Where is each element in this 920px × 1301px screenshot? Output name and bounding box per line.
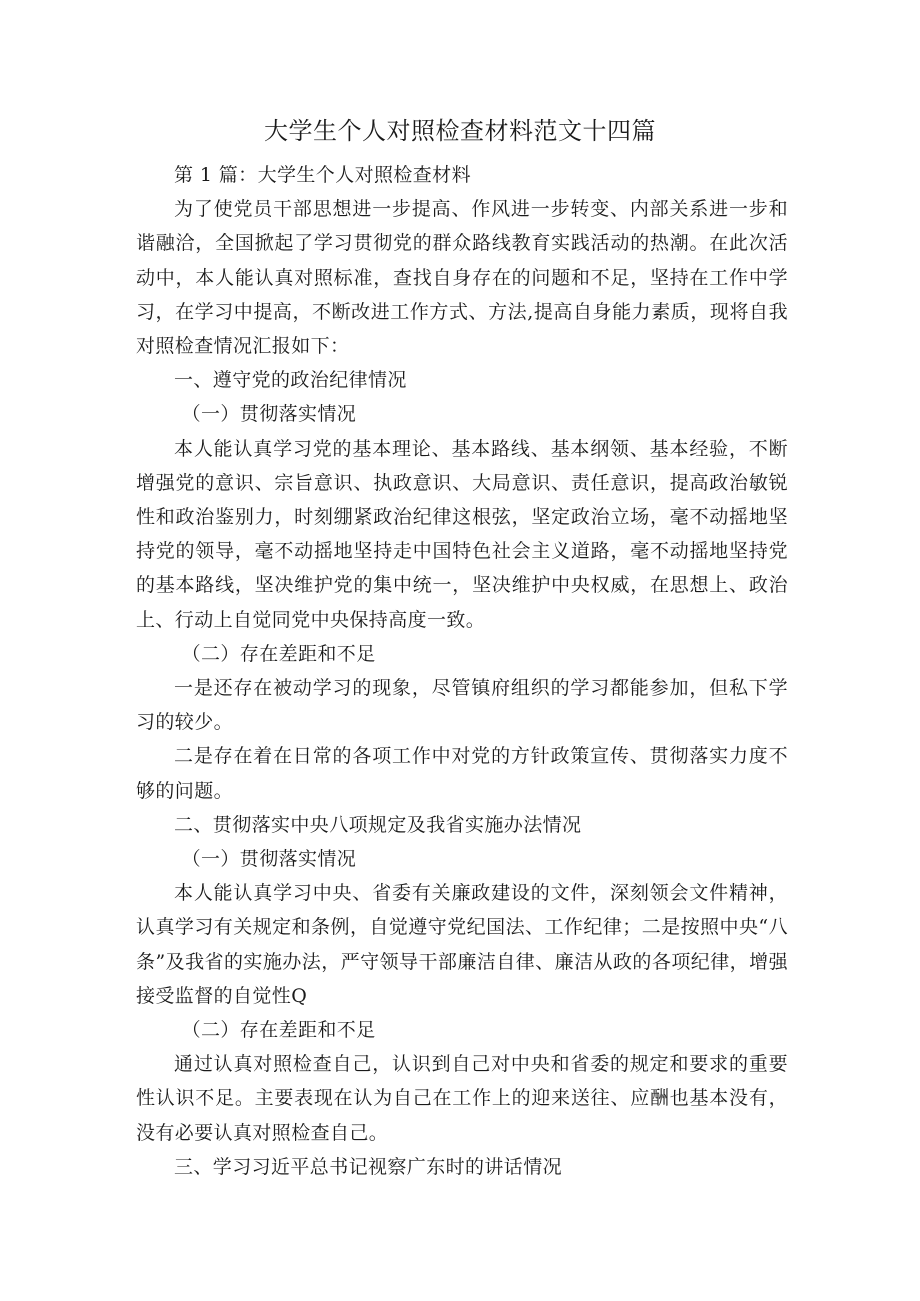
document-body [136,158,788,1184]
paragraph: 通过认真对照检查自己，认识到自己对中央和省委的规定和要求的重要性认识不足。主要表现在认为自己在工作上的迎来送往、应酬也基本没有，没有必要认真对照检查自己。 [136,1053,788,1144]
subsection-heading: （二）存在差距和不足 [181,642,376,665]
subsection-heading: （一）贯彻落实情况 [181,848,357,871]
paragraph: 为了使党员干部思想进一步提高、作风进一步转变、内部关系进一步和谐融洽，全国掀起了学习贯彻党的群众路线教育实践活动的热潮。在此次活动中，本人能认真对照标准，查找自身存在的问题和不足，坚持在工作中学习，在学习中提高，不断改进工作方式、方法,提高自身能力素质，现将自我对照检查情况汇报如下： [136,198,788,358]
section-heading: 三、学习习近平总书记视察广东时的讲话情况 [174,1155,563,1178]
subsection-heading: （一）贯彻落实情况 [181,403,357,426]
section-heading: 一、遵守党的政治纪律情况 [174,369,407,392]
subsection-heading: （二）存在差距和不足 [181,1019,376,1042]
paragraph: 本人能认真学习党的基本理论、基本路线、基本纲领、基本经验，不断增强党的意识、宗旨意识、执政意识、大局意识、责任意识，提高政治敏锐性和政治鉴别力，时刻绷紧政治纪律这根弦，坚定政治立场，毫不动摇地坚持党的领导，毫不动摇地坚持走中国特色社会主义道路，毫不动摇地坚持党的基本路线，坚决维护党的集中统一，坚决维护中央权威，在思想上、政治上、行动上自觉同党中央保持高度一致。 [136,437,788,631]
paragraph: 本人能认真学习中央、省委有关廉政建设的文件，深刻领会文件精神，认真学习有关规定和条例，自觉遵守党纪国法、工作纪律；二是按照中央“八条”及我省的实施办法，严守领导干部廉洁自律、廉洁从政的各项纪律，增强接受监督的自觉性Q [136,882,788,1007]
section-heading: 二、贯彻落实中央八项规定及我省实施办法情况 [174,813,582,836]
paragraph: 一是还存在被动学习的现象，尽管镇府组织的学习都能参加，但私下学习的较少。 [136,677,788,734]
paragraph: 第 1 篇：大学生个人对照检查材料 [174,164,471,186]
paragraph: 二是存在着在日常的各项工作中对党的方针政策宣传、贯彻落实力度不够的问题。 [136,745,788,802]
document-title: 大学生个人对照检查材料范文十四篇 [264,117,656,145]
